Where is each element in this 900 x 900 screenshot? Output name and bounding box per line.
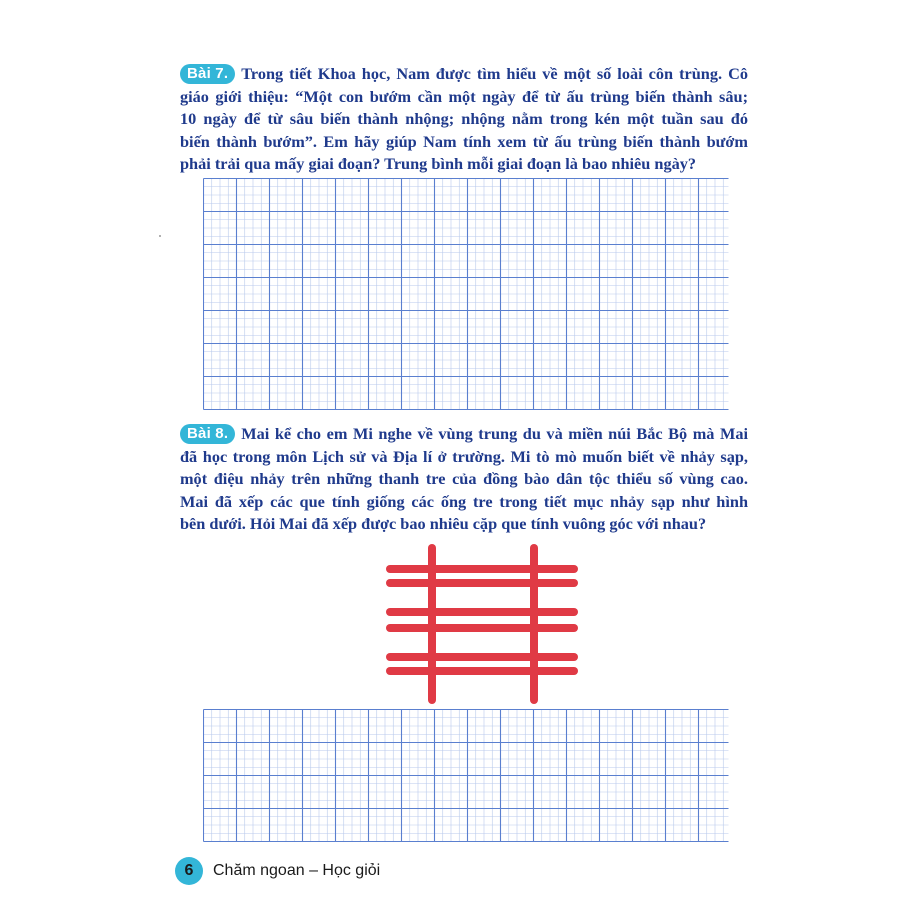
exercise-7-badge: Bài 7. — [180, 64, 235, 84]
horizontal-stick — [386, 565, 578, 573]
answer-grid-7[interactable] — [203, 178, 729, 410]
paper-speck — [159, 235, 161, 237]
answer-grid-8[interactable] — [203, 709, 729, 842]
exercise-8-line — [180, 423, 748, 446]
answer-grid-8-lines — [203, 709, 729, 842]
page-number: 6 — [175, 857, 203, 885]
answer-grid-7-lines — [203, 178, 729, 410]
exercise-7-line: biến thành bướm”. Em hãy giúp Nam tính xem từ ấu trùng biến thành bướm — [180, 131, 748, 151]
exercise-8 — [180, 423, 748, 536]
exercise-7 — [180, 63, 748, 176]
exercise-7-text: Trong tiết Khoa học, Nam được tìm hiểu về một số loài côn trùng. Cô — [241, 64, 748, 83]
exercise-7-line: phải trải qua mấy giai đoạn? Trung bình mỗi giai đoạn là bao nhiêu ngày? — [180, 154, 697, 173]
horizontal-stick — [386, 624, 578, 632]
horizontal-stick — [386, 608, 578, 616]
bamboo-sticks-drawing — [384, 544, 580, 706]
horizontal-stick — [386, 667, 578, 675]
exercise-8-line: bên dưới. Hỏi Mai đã xếp được bao nhiêu cặp que tính vuông góc với nhau? — [180, 514, 707, 533]
exercise-7-line: 10 ngày để từ sâu biến thành nhộng; nhộng nằm trong kén một tuần sau đó — [180, 109, 748, 128]
horizontal-stick — [386, 579, 578, 587]
exercise-8-line: đã học trong môn Lịch sử và Địa lí ở trường. Mi tò mò muốn biết về nhảy sạp, — [180, 446, 748, 466]
page-footer — [175, 856, 380, 886]
exercise-7-line: giáo giới thiệu: “Một con bướm cần một ngày để từ ấu trùng biến thành sâu; — [180, 86, 748, 106]
exercise-8-badge: Bài 8. — [180, 424, 235, 444]
exercise-7-line — [180, 63, 748, 86]
exercise-8-text: Mai kể cho em Mi nghe về vùng trung du và miền núi Bắc Bộ mà Mai — [241, 424, 748, 443]
horizontal-stick — [386, 653, 578, 661]
bamboo-sticks-figure — [384, 544, 580, 711]
book-title: Chăm ngoan – Học giỏi — [213, 862, 381, 879]
exercise-8-line: Mai đã xếp các que tính giống các ống tre trong tiết mục nhảy sạp như hình — [180, 491, 748, 511]
exercise-8-line: một điệu nhảy trên những thanh tre của đồng bào dân tộc thiểu số vùng cao. — [180, 469, 748, 488]
